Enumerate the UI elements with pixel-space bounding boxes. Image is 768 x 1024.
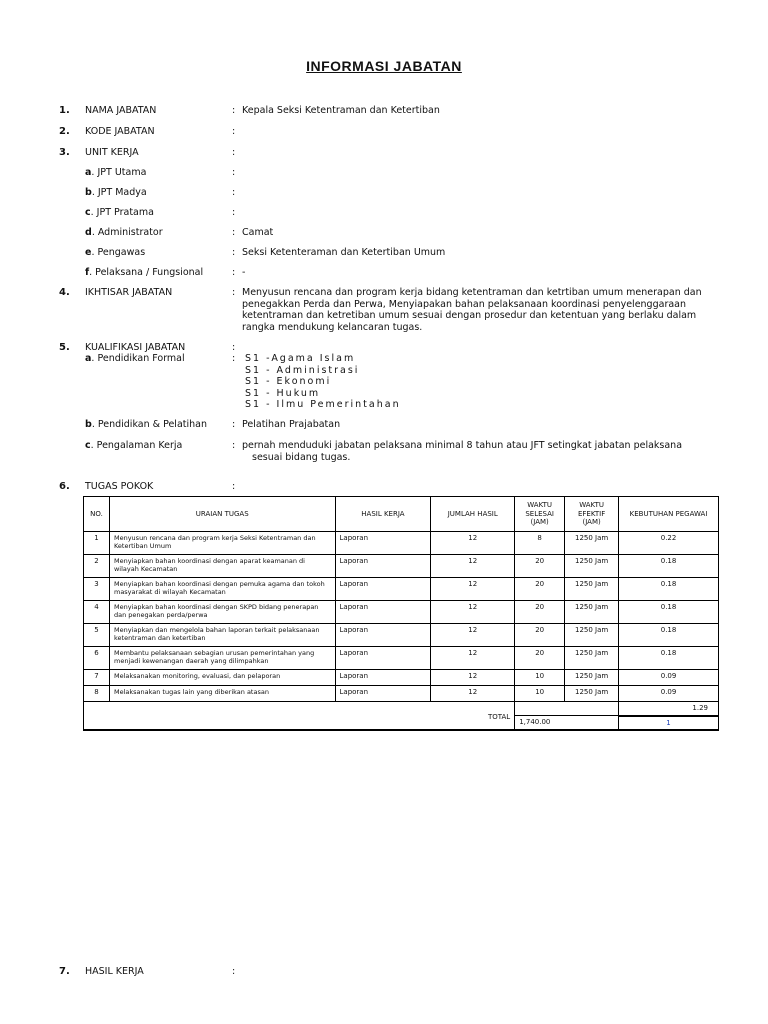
subitem-value: pernah menduduki jabatan pelaksana minimal 8 tahun atau JFT setingkat jabatan pelaksana [242,440,683,451]
cell-no: 1 [84,532,110,555]
subitem-label: . Pelaksana / Fungsional [89,267,204,278]
cell-waktu-selesai: 10 [515,670,565,686]
cell-jumlah: 12 [431,601,515,624]
item-label: IKHTISAR JABATAN [85,287,173,298]
header-cell-no: NO. [84,497,110,532]
item-label: HASIL KERJA [85,966,144,977]
education-value: S1 -Agama Islam [245,353,356,364]
subitem-colon: : [232,440,236,451]
cell-uraian: Menyiapkan bahan koordinasi dengan aparat keamanan di wilayah Kecamatan [109,555,335,578]
item-number: 7. [59,966,70,977]
cell-hasil: Laporan [335,670,431,686]
education-value: S1 - Hukum [245,387,321,399]
cell-no: 4 [84,601,110,624]
item-value: Kepala Seksi Ketentraman dan Ketertiban [242,105,440,116]
subitem-value: Seksi Ketenteraman dan Ketertiban Umum [242,247,446,258]
cell-hasil: Laporan [335,532,431,555]
cell-waktu-selesai: 20 [515,555,565,578]
cell-waktu-efektif: 1250 Jam [565,686,619,702]
cell-waktu-efektif: 1250 Jam [565,601,619,624]
subitem-label: . Administrator [91,227,163,238]
item-label: NAMA JABATAN [85,105,157,116]
item-colon: : [232,147,236,158]
table-sum-row [84,702,719,716]
cell-jumlah: 12 [431,686,515,702]
table-row [84,601,719,624]
table-header-row [84,497,719,532]
cell-waktu-efektif: 1250 Jam [565,578,619,601]
cell-jumlah: 12 [431,624,515,647]
cell-uraian: Menyusun rencana dan program kerja Seksi Ketentraman dan Ketertiban Umum [109,532,335,555]
subitem-label: . Pendidikan Formal [91,353,185,364]
cell-hasil: Laporan [335,686,431,702]
cell-waktu-selesai: 8 [515,532,565,555]
subitem-letter: c [85,440,91,451]
table-row [84,555,719,578]
subitem-label: . JPT Madya [91,187,147,198]
cell-jumlah: 12 [431,555,515,578]
cell-kebutuhan: 0.09 [619,686,719,702]
item-colon: : [232,481,236,492]
subitem-letter: d [85,227,92,238]
sum-spacer [515,702,619,716]
total-label-cell [84,702,515,731]
cell-no: 5 [84,624,110,647]
cell-waktu-efektif: 1250 Jam [565,670,619,686]
item-colon: : [232,287,236,298]
table-row [84,532,719,555]
subitem-letter: b [85,419,92,430]
subitem-colon: : [232,247,236,258]
cell-uraian: Membantu pelaksanaan sebagian urusan pemerintahan yang menjadi kewenangan daerah yang dilimpahkan [109,647,335,670]
cell-waktu-efektif: 1250 Jam [565,555,619,578]
subitem-label: . Pengalaman Kerja [90,440,183,451]
cell-kebutuhan: 0.22 [619,532,719,555]
header-cell-kebutuhan: KEBUTUHAN PEGAWAI [619,497,719,532]
item-colon: : [232,966,236,977]
cell-hasil: Laporan [335,578,431,601]
total-label: TOTAL [487,712,511,721]
item-value: Menyusun rencana dan program kerja bidang ketentraman dan ketrtiban umum menerapan dan penegakkan Perda dan Perwa, Menyiapakan bahan pelaksanaan koordinasi penyelenggaraan ketentraman dan ketretiban umum sesuai dengan prosedur dan ketentuan yang berlaku dalam rangka mendukung kelancaran tugas. [242,287,702,333]
subitem-value: Camat [242,227,274,238]
subitem-letter: a [85,353,92,364]
education-value: S1 - Ilmu Pemerintahan [245,399,401,410]
subitem-colon: : [232,353,236,364]
table-row [84,624,719,647]
cell-waktu-selesai: 20 [515,578,565,601]
cell-jumlah: 12 [431,670,515,686]
header-cell-jumlah: JUMLAH HASIL [431,497,515,532]
cell-no: 3 [84,578,110,601]
cell-waktu-efektif: 1250 Jam [565,532,619,555]
subitem-colon: : [232,167,236,178]
cell-no: 2 [84,555,110,578]
item-number: 4. [59,287,70,298]
cell-jumlah: 12 [431,578,515,601]
header-cell-uraian: URAIAN TUGAS [109,497,335,532]
cell-uraian: Menyiapkan bahan koordinasi dengan pemuka agama dan tokoh masyarakat di wilayah Kecamatan [109,578,335,601]
cell-uraian: Melaksanakan monitoring, evaluasi, dan pelaporan [109,670,335,686]
table-row [84,578,719,601]
item-label: KODE JABATAN [85,126,155,137]
subitem-letter: c [85,207,91,218]
subitem-colon: : [232,419,236,430]
subitem-value: - [242,267,246,278]
rounded-cell: 1 [619,716,719,730]
cell-waktu-efektif: 1250 Jam [565,624,619,647]
cell-waktu-selesai: 20 [515,647,565,670]
cell-jumlah: 12 [431,647,515,670]
subitem-label: . JPT Utama [91,167,147,178]
table-row [84,670,719,686]
subitem-letter: a [85,167,92,178]
cell-waktu-selesai: 20 [515,624,565,647]
cell-hasil: Laporan [335,624,431,647]
cell-kebutuhan: 0.18 [619,601,719,624]
cell-hasil: Laporan [335,555,431,578]
total-value-cell: 1,740.00 [515,715,619,730]
item-number: 1. [59,105,70,116]
subitem-label: . JPT Pratama [90,207,154,218]
cell-hasil: Laporan [335,601,431,624]
header-cell-hasil: HASIL KERJA [335,497,431,532]
sum-cell: 1.29 [619,702,719,716]
cell-waktu-efektif: 1250 Jam [565,647,619,670]
document-title: INFORMASI JABATAN [306,58,462,74]
subitem-label: . Pengawas [91,247,146,258]
item-number: 6. [59,481,70,492]
cell-kebutuhan: 0.18 [619,647,719,670]
subitem-colon: : [232,227,236,238]
cell-uraian: Menyiapkan dan mengelola bahan laporan terkait pelaksanaan ketentraman dan ketertiban [109,624,335,647]
subitem-letter: f [85,267,90,278]
tasks-table [83,496,719,731]
item-label: KUALIFIKASI JABATAN [85,342,186,353]
item-number: 3. [59,147,70,158]
cell-waktu-selesai: 20 [515,601,565,624]
item-colon: : [232,342,236,353]
header-cell-waktu-selesai: WAKTU SELESAI (JAM) [515,497,565,532]
table-row [84,647,719,670]
cell-uraian: Menyiapkan bahan koordinasi dengan SKPD bidang penerapan dan penegakan perda/perwa [109,601,335,624]
subitem-colon: : [232,187,236,198]
cell-uraian: Melaksanakan tugas lain yang diberikan atasan [109,686,335,702]
item-label: UNIT KERJA [85,147,139,158]
education-value: S1 - Ekonomi [245,376,332,387]
cell-kebutuhan: 0.09 [619,670,719,686]
subitem-letter: e [85,247,92,258]
cell-no: 6 [84,647,110,670]
cell-kebutuhan: 0.18 [619,624,719,647]
cell-no: 8 [84,686,110,702]
item-colon: : [232,105,236,116]
item-colon: : [232,126,236,137]
subitem-letter: b [85,187,92,198]
subitem-colon: : [232,267,236,278]
subitem-value-continued: sesuai bidang tugas. [252,451,351,463]
cell-jumlah: 12 [431,532,515,555]
cell-no: 7 [84,670,110,686]
cell-hasil: Laporan [335,647,431,670]
subitem-label: . Pendidikan & Pelatihan [91,419,207,430]
item-number: 5. [59,342,70,353]
item-label: TUGAS POKOK [85,481,154,492]
cell-waktu-selesai: 10 [515,686,565,702]
cell-kebutuhan: 0.18 [619,578,719,601]
item-number: 2. [59,126,70,137]
education-value: S1 - Administrasi [245,364,360,376]
header-cell-waktu-efektif: WAKTU EFEKTIF (JAM) [565,497,619,532]
subitem-colon: : [232,207,236,218]
table-row [84,686,719,702]
subitem-value: Pelatihan Prajabatan [242,419,341,430]
cell-kebutuhan: 0.18 [619,555,719,578]
